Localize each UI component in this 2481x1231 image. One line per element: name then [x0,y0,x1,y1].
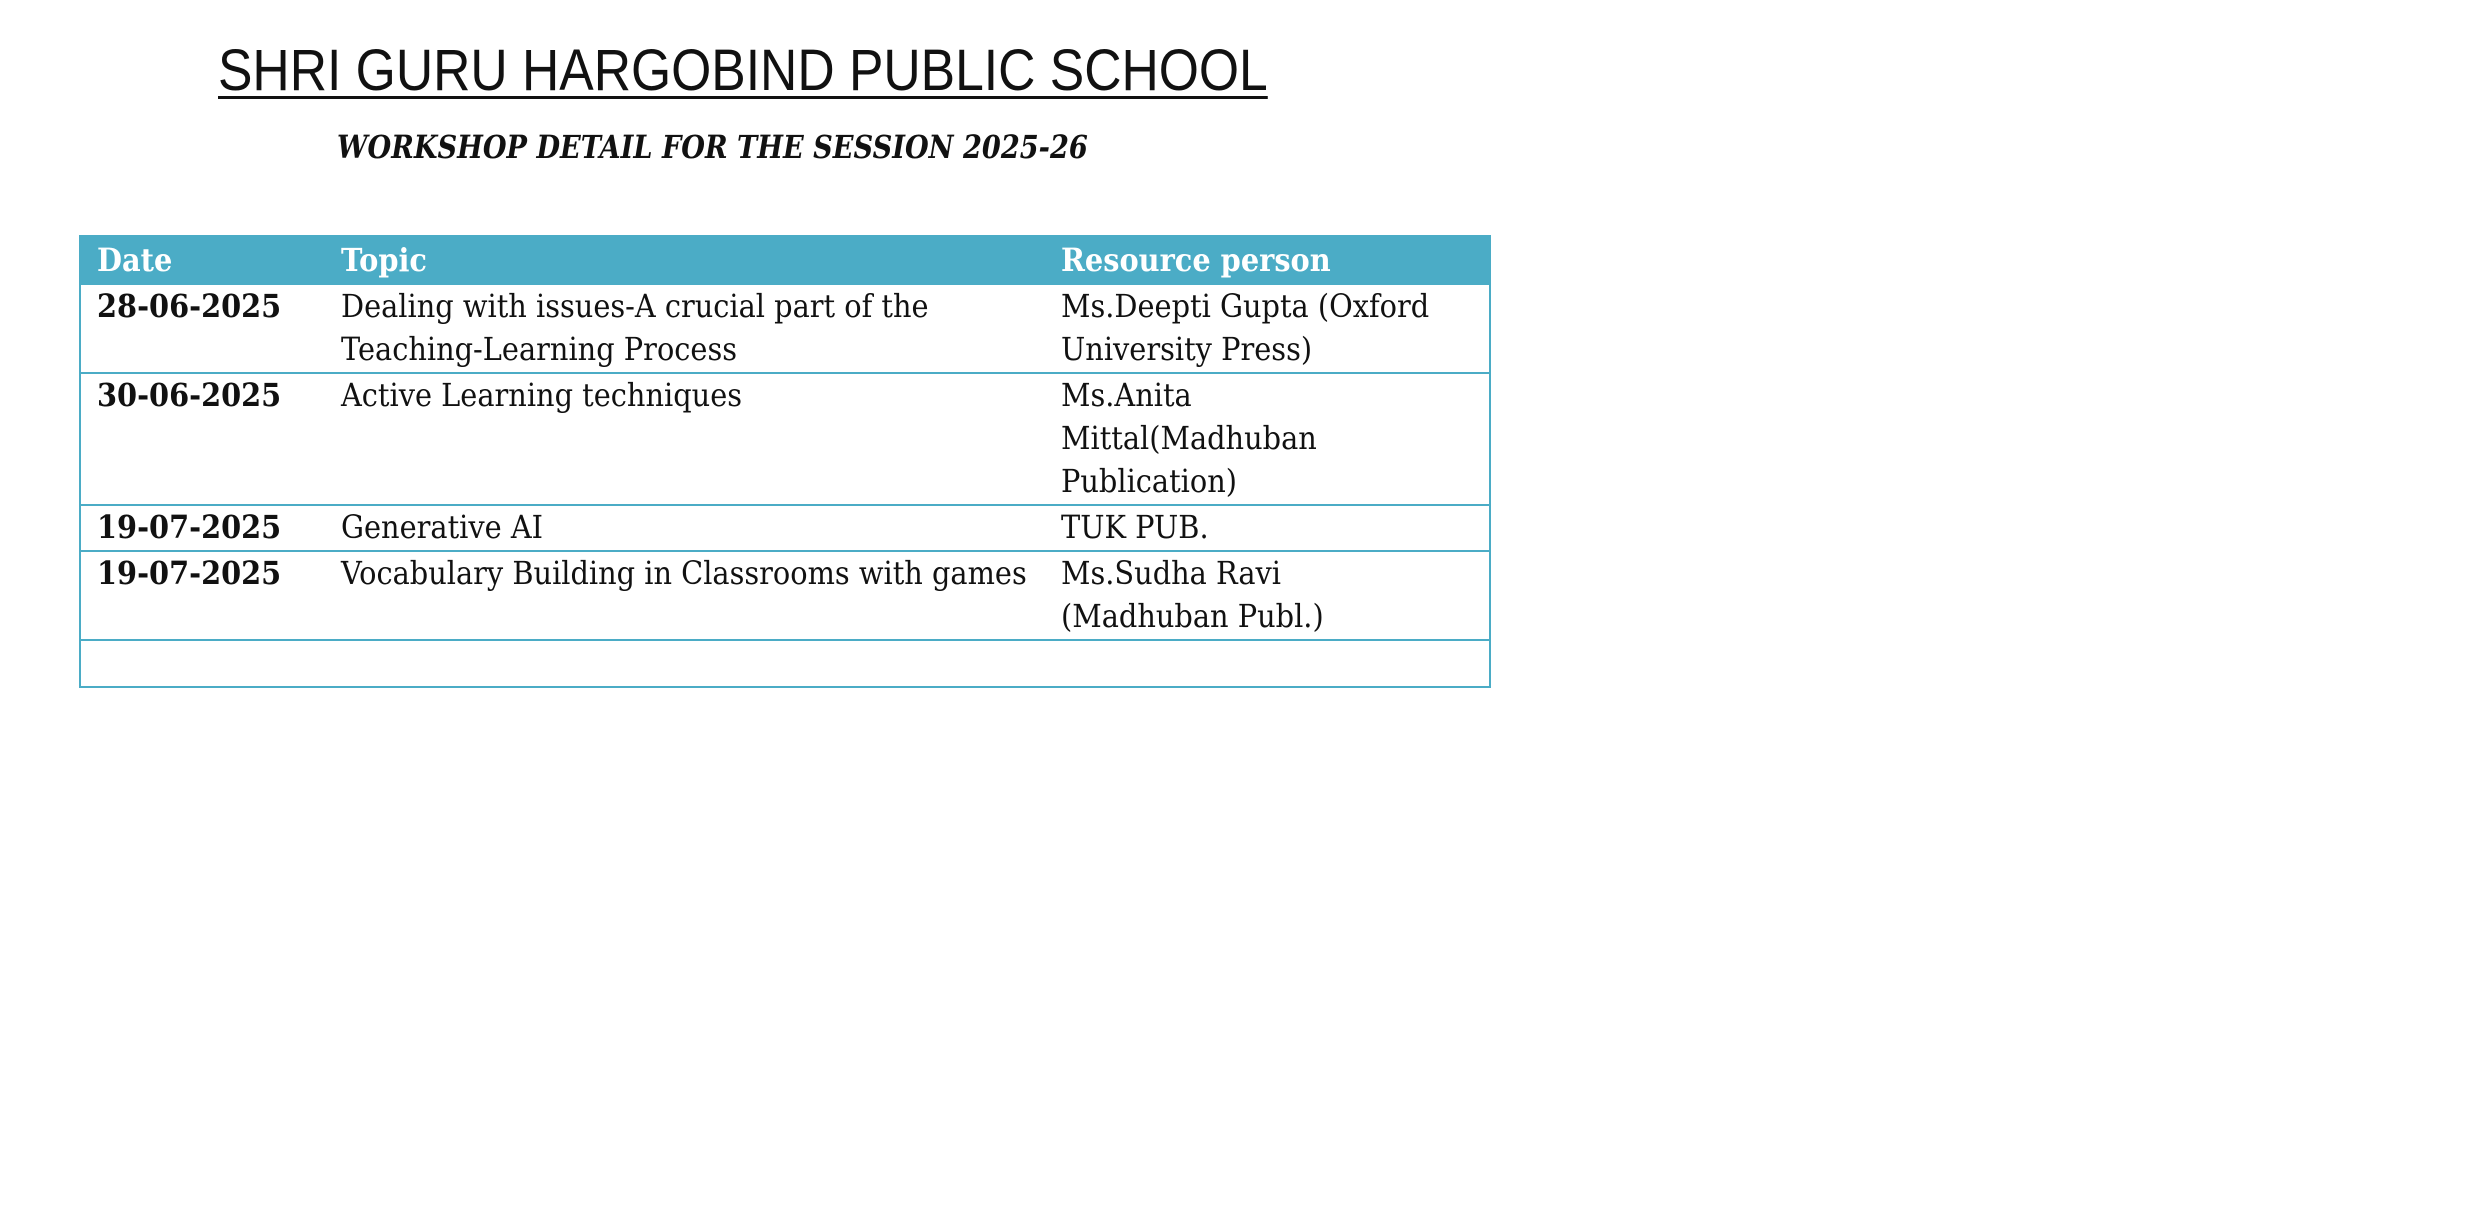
table-row [80,373,1490,505]
date-cell [80,373,325,505]
date-value: 19-07-2025 [97,554,282,592]
date-cell [80,551,325,640]
school-title: SHRI GURU HARGOBIND PUBLIC SCHOOL [218,38,1268,103]
table-row [80,284,1490,373]
empty-cell [80,640,325,687]
date-value: 28-06-2025 [97,287,282,325]
table-row [80,551,1490,640]
resource-person-value: Ms.Deepti Gupta (Oxford University Press) [1061,287,1430,368]
resource-person-cell [1045,373,1490,505]
topic-cell [325,373,1045,505]
date-cell [80,284,325,373]
empty-cell [1045,640,1490,687]
topic-cell [325,505,1045,551]
table-header-row [80,236,1490,284]
column-header-topic-label: Topic [341,241,427,279]
topic-value: Generative AI [341,508,544,546]
resource-person-cell [1045,551,1490,640]
topic-cell [325,551,1045,640]
date-cell [80,505,325,551]
workshop-table [79,235,1491,688]
resource-person-cell [1045,505,1490,551]
column-header-topic [325,236,1045,284]
date-value: 30-06-2025 [97,376,282,414]
resource-person-value: Ms.Anita Mittal(Madhuban Publication) [1061,376,1317,500]
column-header-resource-person-label: Resource person [1061,241,1331,279]
topic-value: Active Learning techniques [341,376,743,414]
table-row [80,505,1490,551]
resource-person-cell [1045,284,1490,373]
topic-cell [325,284,1045,373]
resource-person-value: TUK PUB. [1061,508,1209,546]
empty-table-row [80,640,1490,687]
column-header-resource-person [1045,236,1490,284]
date-value: 19-07-2025 [97,508,282,546]
column-header-date [80,236,325,284]
document-subtitle: WORKSHOP DETAIL FOR THE SESSION 2025-26 [337,128,1088,166]
resource-person-value: Ms.Sudha Ravi (Madhuban Publ.) [1061,554,1324,635]
topic-value: Dealing with issues-A crucial part of the Teaching-Learning Process [341,287,929,368]
column-header-date-label: Date [97,241,173,279]
empty-cell [325,640,1045,687]
topic-value: Vocabulary Building in Classrooms with games [341,554,1027,592]
